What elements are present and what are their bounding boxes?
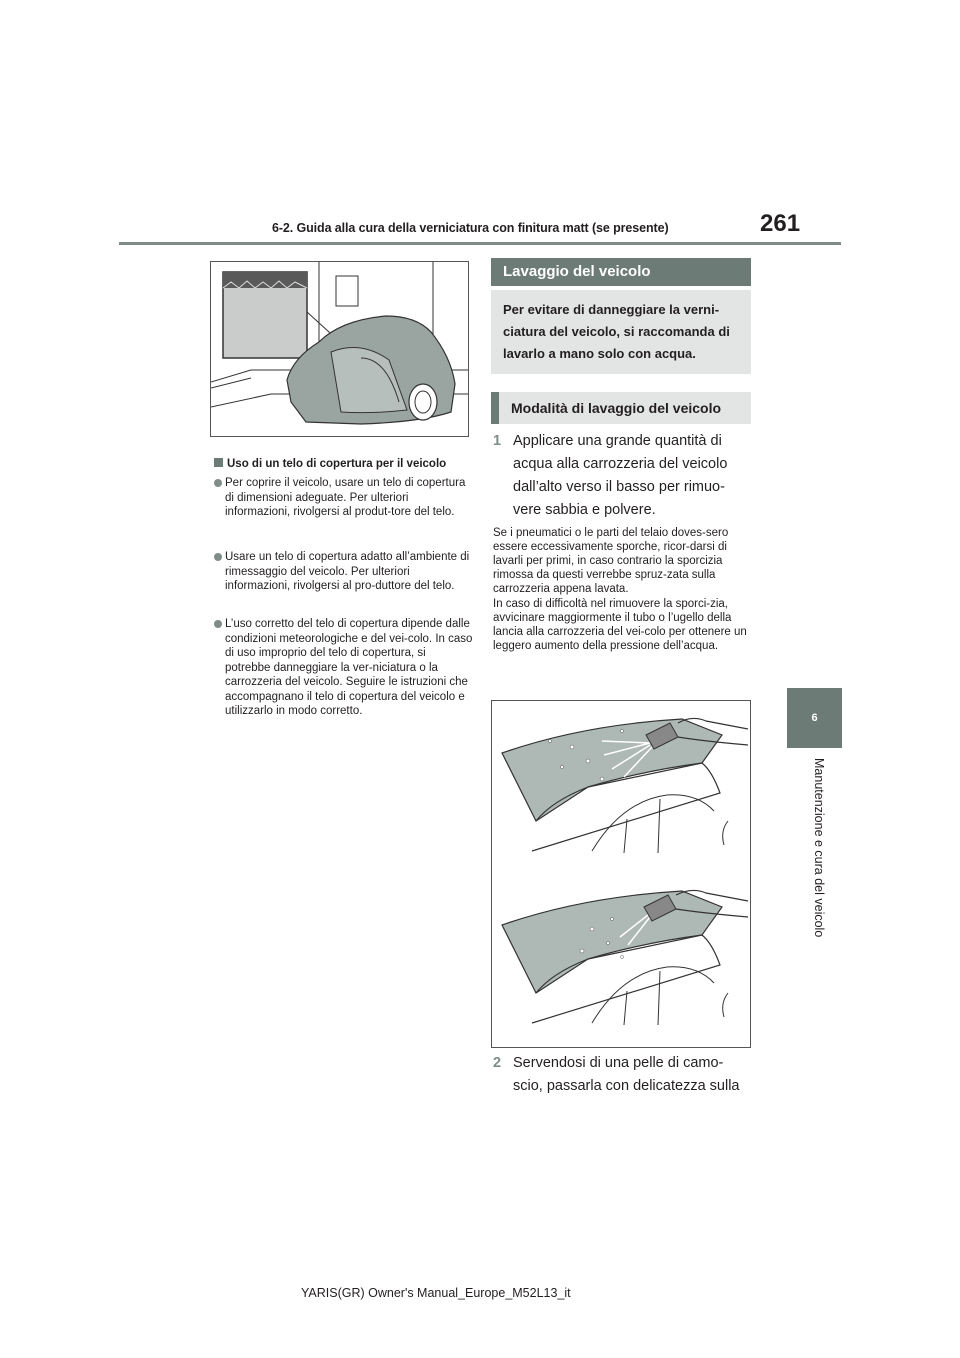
- step-item: [493, 430, 751, 522]
- step-item: [493, 1052, 751, 1098]
- section-title: 6-2. Guida alla cura della verniciatura con finitura matt (se presente): [272, 221, 669, 235]
- chapter-number: 6: [811, 712, 818, 724]
- bullet-item: [214, 476, 474, 520]
- intro-box: Per evitare di danneggiare la verni-ciatura del veicolo, si raccomanda di lavarlo a mano solo con acqua.: [491, 290, 751, 374]
- car-washing-illustration: [491, 700, 751, 1048]
- note-paragraph: In caso di difficoltà nel rimuovere la sporci-zia, avvicinare maggiormente il tubo o l’ugello della lancia alla carrozzeria del vei-colo per ottenere un leggero aumento della pressione dell’acqua.: [493, 598, 747, 652]
- step-number: 1: [493, 433, 502, 449]
- chapter-tab: [787, 688, 842, 748]
- section-heading-text: Lavaggio del veicolo: [503, 263, 651, 280]
- chapter-label-text: Manutenzione e cura del veicolo: [812, 758, 826, 938]
- bullet-text: Usare un telo di copertura adatto all’ambiente di rimessaggio del veicolo. Per ulteriori informazioni, rivolgersi al pro-duttore del telo.: [225, 551, 470, 592]
- section-heading: [491, 258, 751, 286]
- car-cover-illustration: [210, 261, 469, 437]
- subheading-text: Uso di un telo di copertura per il veicolo: [227, 458, 447, 470]
- chapter-label: [808, 758, 828, 958]
- round-bullet-icon: [214, 553, 222, 561]
- page-number: 261: [760, 210, 801, 237]
- step-number: 2: [493, 1055, 502, 1071]
- note-paragraph: Se i pneumatici o le parti del telaio doves-sero essere eccessivamente sporche, ricor-darsi di lavarli per primi, in caso contrario la sporcizia rimossa da questi verrebbe spruz-zata sulla carrozzeria appena lavata.: [493, 527, 729, 595]
- bullet-text: Per coprire il veicolo, usare un telo di copertura di dimensioni adeguate. Per ulteriori informazioni, rivolgersi al produt-tore del telo.: [225, 477, 466, 518]
- square-bullet-icon: [214, 458, 223, 467]
- round-bullet-icon: [214, 479, 222, 487]
- subsection-heading: Modalità di lavaggio del veicolo: [491, 392, 751, 424]
- bullet-item: [214, 550, 474, 594]
- footer-text: YARIS(GR) Owner's Manual_Europe_M52L13_it: [301, 1286, 571, 1300]
- step-text: Applicare una grande quantità di acqua alla carrozzeria del veicolo dall’alto verso il basso per rimuo-vere sabbia e polvere.: [513, 433, 728, 518]
- round-bullet-icon: [214, 620, 222, 628]
- bullet-item: [214, 617, 474, 719]
- bullet-text: L’uso corretto del telo di copertura dipende dalle condizioni meteorologiche e del vei-colo. In caso di uso improprio del telo di copertura, si potrebbe danneggiare la ver-niciatura o la carrozzeria del veicolo. Seguire le istruzioni che accompagnano il telo di copertura del veicolo e utilizzarlo in modo corretto.: [225, 618, 473, 717]
- header-divider: [119, 242, 841, 245]
- step-text: Servendosi di una pelle di camo-scio, passarla con delicatezza sulla: [513, 1055, 740, 1094]
- subheading: [214, 458, 446, 470]
